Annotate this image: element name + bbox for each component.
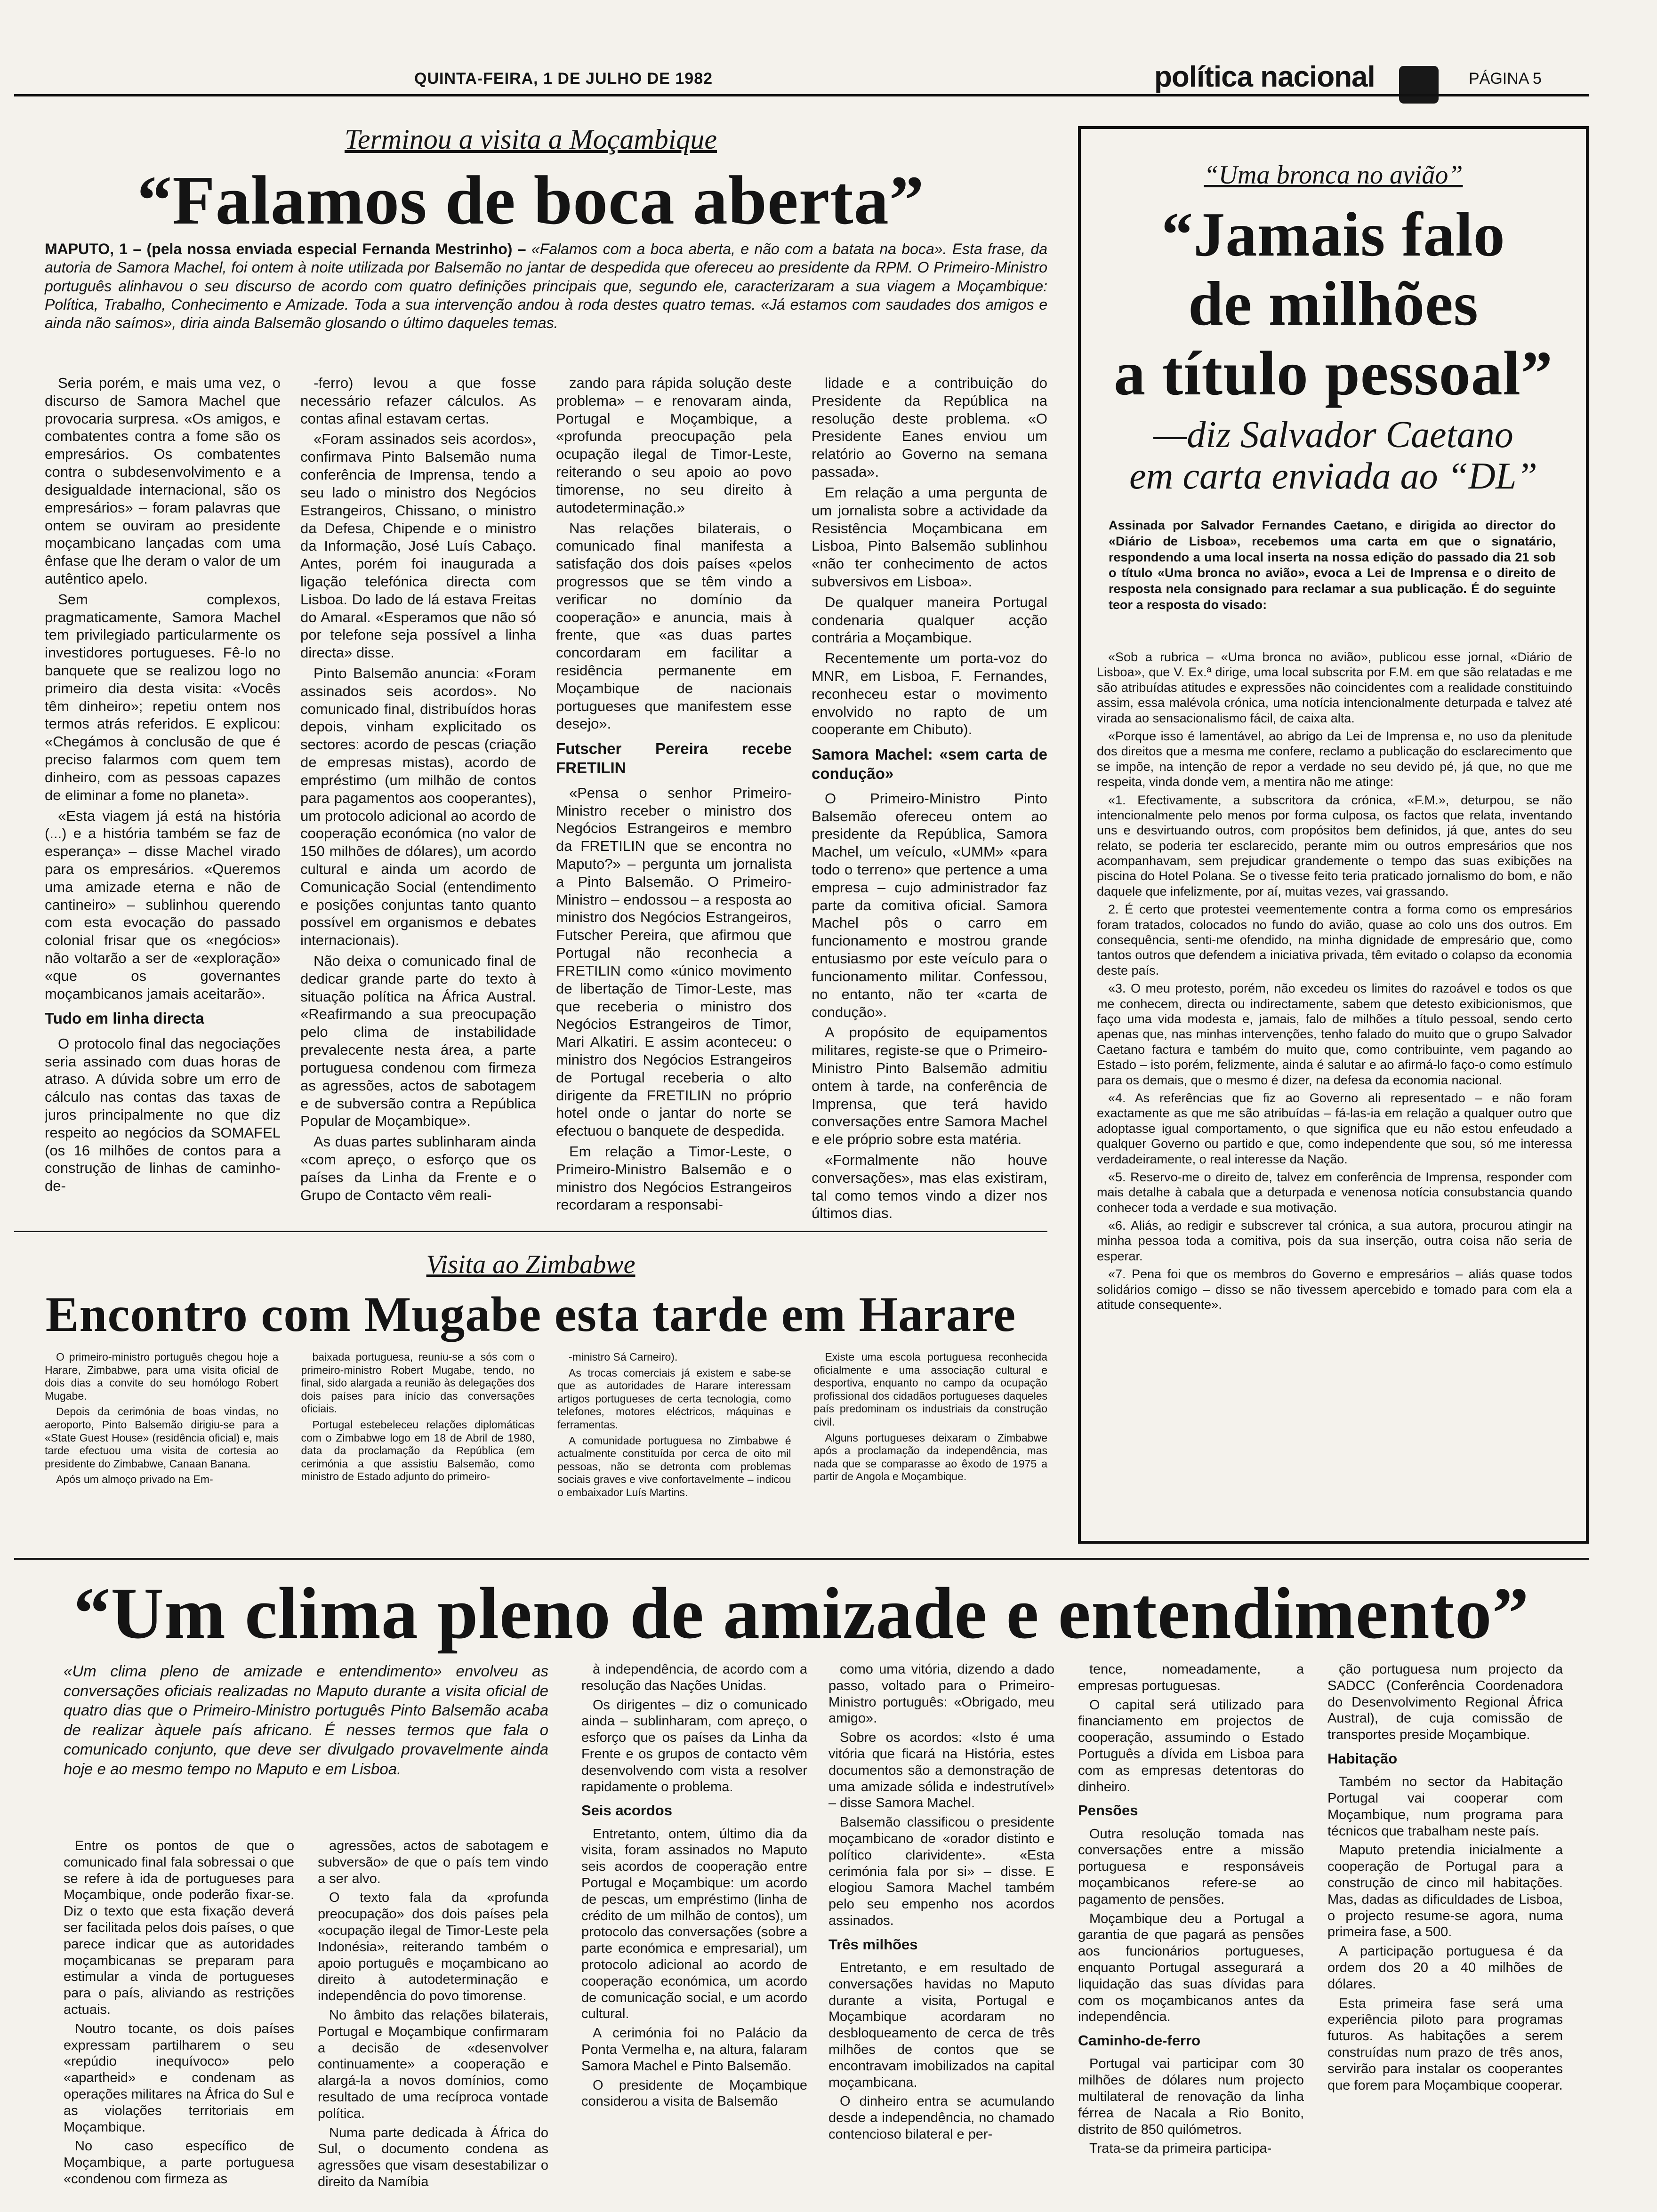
art1-paragraph: Nas relações bilaterais, o comunicado final manifesta a satisfação dos dois países «pelos progressos que se têm vindo a verificar no domínio da cooperação» e anuncia, mais à frente, que «as duas partes concordaram em facilitar a residência permanente em Moçambique de nacionais portugueses que manifestem esse desejo».: [556, 520, 792, 732]
art1-lead-dateline: MAPUTO, 1 – (pela nossa enviada especial Fernanda Mestrinho) –: [45, 240, 526, 257]
art2-paragraph: «1. Efectivamente, a subscritora da crónica, «F.M.», deturpou, se não intencionalmente pelo menos por forma culposa, os factos que relata, inventando uns e desvirtuando outros, com propósitos bem definidos, já que, antes do seu relato, se poderia ter esclarecido, perante mim ou outros empresários que nos acompanhavam, sem prejudicar grandemente o tempo das suas exibições na piscina do Hotel Polana. Se o tivesse feito teria praticado jornalismo do bom, e não daquele que infelizmente, por aí, muitas vezes, vai grassando.: [1097, 793, 1572, 898]
art1-paragraph: O protocolo final das negociações seria assinado com duas horas de atraso. A dúvida sobre um erro de cálculo nas contas das taxas de juros principalmente no que diz respeito ao negócios da SOMAFEL (os 16 milhões de contos para a construção de linhas de caminho-de-: [45, 1035, 281, 1194]
art4-col6: [1327, 1661, 1563, 2200]
art4-paragraph: à independência, de acordo com a resolução das Nações Unidas.: [581, 1662, 807, 1693]
art1-paragraph: «Foram assinados seis acordos», confirmava Pinto Balsemão numa conferência de Imprensa, tendo a seu lado o ministro dos Negócios Estrangeiros, Chissano, o ministro da Defesa, Chipende e o ministro da Informação, José Luís Cabaço. Antes, porém foi inaugurada a ligação telefónica directa com Lisboa. Do lado de lá estava Freitas do Amaral. «Esperamos que não só por telefone seja possível a linha directa» disse.: [300, 431, 536, 661]
art4-subheading: Seis acordos: [581, 1802, 672, 1819]
art2-headline-line: “Jamais falo: [1161, 200, 1505, 269]
art3-paragraph: Após um almoço privado na Em-: [56, 1473, 213, 1486]
art2-paragraph: «3. O meu protesto, porém, não excedeu os limites do razoável e todos os que me conhecem, directa ou indirectamente, sabem que detesto exibicionismos, que faço uma vida modesta e, jamais, falo de milhões a título pessoal, sendo certo apenas que, nas minhas intervenções, tenho falado do muito que o grupo Salvador Caetano factura e também do muito que, como contribuinte, vem pagando ao Estado – isto porém, felizmente, ainda é salutar e ao afirmá-lo faço-o como estímulo para os demais, que o mesmo é dizer, na defesa da economia nacional.: [1097, 981, 1572, 1087]
art2-byline-line: —diz Salvador Caetano: [1153, 414, 1513, 456]
art1-lead: [45, 240, 1047, 333]
art4-paragraph: Entre os pontos de que o comunicado final fala sobressai o que se refere à ida de portugueses para Moçambique, onde poderão fixar-se. Diz o texto que esta fixação deverá ser facilitada pelos dois países, o que parece indicar que as autoridades moçambicanas se preparam para estimular a vinda de portugueses para o país, aliviando as restrições actuais.: [64, 1838, 294, 2017]
art1-paragraph: Não deixa o comunicado final de dedicar grande parte do texto à situação política na África Austral. «Reafirmando a sua preocupação pelo clima de instabilidade prevalecente nesta área, a parte portuguesa condenou com firmeza as agressões, actos de sabotagem e de subversão contra a República Popular de Moçambique».: [300, 953, 536, 1130]
art3-paragraph: Depois da cerimónia de boas vindas, no aeroporto, Pinto Balsemão dirigiu-se para a «State Guest House» (residência oficial) e, mais tarde efectuou uma visita de cortesia ao presidente do Zimbabwe, Canaan Banana.: [45, 1405, 279, 1470]
art4-paragraph: Esta primeira fase será uma experiência piloto para programas futuros. As habitações a serem construídas num prazo de três anos, servirão para instalar os cooperantes que forem para Moçambique cooperar.: [1327, 1996, 1563, 2093]
art4-paragraph: Numa parte dedicada à África do Sul, o documento condena as agressões que visam desestabilizar o direito da Namíbia: [318, 2125, 548, 2189]
art3-kicker: Visita ao Zimbabwe: [426, 1250, 635, 1279]
art4-subheading: Caminho-de-ferro: [1078, 2032, 1201, 2049]
art1-paragraph: Seria porém, e mais uma vez, o discurso de Samora Machel que provocaria surpresa. «Os amigos, e combatentes contra a fome são os empresários. Os combatentes contra o subdesenvolvimento e a desigualdade internacional, são os empresários» – foram palavras que ontem se ouviram ao presidente moçambicano lançadas com uma ênfase que lhe deram o valor de um autêntico apelo.: [45, 375, 281, 587]
art1-paragraph: Recentemente um porta-voz do MNR, em Lisboa, F. Fernandes, reconheceu estar o movimento envolvido no rapto de um cooperante em Chibuto).: [812, 650, 1047, 738]
art4-paragraph: Balsemão classificou o presidente moçambicano de «orador distinto e político clarividente». «Esta cerimónia fala por si» – disse. E elogiou Samora Machel também pelo seu empenho nos acordos assinados.: [828, 1815, 1054, 1928]
section-logo-icon: [1399, 66, 1439, 104]
art4-paragraph: O presidente de Moçambique considerou a visita de Balsemão: [581, 2077, 807, 2109]
art2-paragraph: «4. As referências que fiz ao Governo ali representado – e não foram exactamente as que me são atribuídas – fá-las-ia em relação a qualquer outro que adoptasse igual comportamento, o que significa que eu não estou enfeudado a qualquer Governo ou partido e que, como independente que sou, só me interessa verdadeiramente, o real interesse da Nação.: [1097, 1090, 1572, 1166]
art1-paragraph: Sem complexos, pragmaticamente, Samora Machel tem privilegiado particularmente os investidores portugueses. Fê-lo no banquete que se realizou logo no primeiro dia desta visita: «Vocês têm dinheiro»; repetiu ontem nos termos atrás referidos. E explicou: «Chegámos à conclusão de que é preciso falarmos com quem tem dinheiro, com as pessoas capazes de eliminar a fome no planeta».: [45, 591, 281, 803]
section-title: política nacional: [1154, 61, 1375, 93]
art3-body: [45, 1351, 1047, 1539]
art2-kicker: “Uma bronca no avião”: [1204, 160, 1463, 190]
art4-paragraph: Noutro tocante, os dois países expressam partilharem o seu «repúdio inequívoco» pelo «apartheid» e condenam as operações militares na África do Sul e as violações territoriais em Moçambique.: [64, 2021, 294, 2135]
page-date: QUINTA-FEIRA, 1 DE JULHO DE 1982: [414, 70, 713, 88]
art2-headline: [1083, 200, 1584, 408]
art3-paragraph: As trocas comerciais já existem e sabe-se que as autoridades de Harare interessam artigos portugueses de certa tecnologia, como telefones, motores eléctricos, máquinas e ferramentas.: [557, 1366, 791, 1431]
art2-paragraph: «5. Reservo-me o direito de, talvez em conferência de Imprensa, responder com mais detalhe à cabala que a deturpada e venenosa notícia consubstancia quando conhecer toda a verdade e sua motivação.: [1097, 1170, 1572, 1215]
art4-subheading: Pensões: [1078, 1802, 1138, 1819]
header-rule: [14, 94, 1589, 96]
art4-headline: “Um clima pleno de amizade e entendimento”: [73, 1572, 1529, 1654]
art4-paragraph: Portugal vai participar com 30 milhões de dólares num projecto multilateral de renovação da linha férrea de Nacala a Rio Bonito, distrito de 850 quilómetros.: [1078, 2056, 1304, 2137]
art4-paragraph: Entretanto, e em resultado de conversações havidas no Maputo durante a visita, Portugal e Moçambique acordaram no desbloqueamento de cerca de três milhões de contos que se encontravam imobilizados na capital moçambicana.: [828, 1960, 1054, 2090]
art3-paragraph: baixada portuguesa, reuniu-se a sós com o primeiro-ministro Robert Mugabe, tendo, no final, sido alargada a reunião às delegações dos dois países para início das conversações oficiais.: [301, 1351, 535, 1415]
art2-paragraph: 2. É certo que protestei veementemente contra a forma como os empresários foram tratados, colocados no fundo do avião, quase ao colo uns dos outros. Em consequência, senti-me ofendido, na minha dignidade de empresário que, como tantos outros que defendem a iniciativa privada, têm evitado o colapso da economia deste país.: [1097, 902, 1572, 978]
art1-headline: “Falamos de boca aberta”: [137, 162, 925, 239]
art3-paragraph: A comunidade portuguesa no Zimbabwe é actualmente constituída por cerca de oito mil pessoas, não se detronta com problemas sociais graves e vive confortavelmente – indicou o embaixador Luís Martins.: [557, 1434, 791, 1499]
art4-paragraph: No âmbito das relações bilaterais, Portugal e Moçambique confirmaram a decisão de «desenvolver continuamente» a cooperação e alargá-la a novos domínios, como resultado de uma recíproca vontade política.: [318, 2007, 548, 2121]
art4-paragraph: Trata-se da primeira participa-: [1089, 2141, 1272, 2156]
art2-intro: Assinada por Salvador Fernandes Caetano, e dirigida ao director do «Diário de Lisboa», recebemos uma carta em que o signatário, respondendo a uma local inserta na nossa edição do passado dia 21 sob o título «Uma bronca no avião», evoca a Lei de Imprensa e o direito de resposta nela consignado para reclamar a sua publicação. É do seguinte teor a resposta do visado:: [1109, 518, 1556, 612]
art4-paragraph: O capital será utilizado para financiamento em projectos de cooperação, assumindo o Estado Português a dívida em Lisboa para com as empresas detentoras do dinheiro.: [1078, 1697, 1304, 1795]
art2-headline-line: a título pessoal”: [1114, 338, 1553, 408]
art4-paragraph: Entretanto, ontem, último dia da visita, foram assinados no Maputo seis acordos de cooperação entre Portugal e Moçambique: um acordo de pescas, um empréstimo (linha de crédito de um milhão de contos), um protocolo das conversações (sobre a parte económica e empresarial), um protocolo adicional ao acordo de cooperação económica, um acordo de comunicação social, e um acordo cultural.: [581, 1826, 807, 2022]
art2-paragraph: «Porque isso é lamentável, ao abrigo da Lei de Imprensa e, no uso da plenitude dos direitos que a mesma me confere, reclamo a publicação do esclarecimento que se impõe, na intenção de repor a verdade no seu devido pé, já que, no que me respeita, vinda donde vem, a mentira não me atinge:: [1097, 729, 1572, 789]
art4-subheading: Habitação: [1327, 1750, 1398, 1767]
art1-paragraph: Em relação a uma pergunta de um jornalista sobre a actividade da Resistência Moçambicana em Lisboa, Pinto Balsemão sublinhou «não ter conhecimento de actos subversivos em Lisboa».: [812, 484, 1047, 590]
art3-paragraph: O primeiro-ministro português chegou hoje a Harare, Zimbabwe, para uma visita oficial de dois dias a convite do seu homólogo Robert Mugabe.: [45, 1351, 279, 1402]
art4-col4: [828, 1661, 1054, 2200]
art4-col5: [1078, 1661, 1304, 2200]
page-number: PÁGINA 5: [1469, 70, 1542, 88]
art3-paragraph: Portugal estebeleceu relações diplomáticas com o Zimbabwe logo em 18 de Abril de 1980, data da proclamação da República (em cerimónia a que assistiu Balsemão, como ministro de Estado adjunto do primeiro-: [301, 1418, 535, 1483]
art4-paragraph: Os dirigentes – diz o comunicado ainda – sublinharam, com apreço, o esforço que os países da Linha da Frente e os grupos de contacto vêm desenvolvendo com vista a resolver rapidamente o problema.: [581, 1697, 807, 1795]
art1-body: [45, 374, 1047, 1221]
art1-paragraph: O Primeiro-Ministro Pinto Balsemão ofereceu ontem ao presidente da República, Samora Machel, um veículo, «UMM» «para todo o terreno» que pertence a uma empresa – cujo administrador faz parte da comitiva oficial. Samora Machel pôs o carro em funcionamento e mostrou grande entusiasmo por este veículo para o funcionamento militar. Confessou, no entanto, não ter «carta de condução».: [812, 790, 1047, 1020]
art3-bottom-rule: [14, 1558, 1589, 1560]
art1-paragraph: Pinto Balsemão anuncia: «Foram assinados seis acordos». No comunicado final, distribuídos horas depois, vinham explicitado os sectores: acordo de pescas (criação de empresas mistas), acordo de empréstimo (um milhão de contos para pagamentos aos cooperantes), um protocolo adicional ao acordo de cooperação económica (no valor de 150 milhões de dólares), um acordo cultural e ainda um acordo de Comunicação Social (entendimento e posições conjuntas tanto quanto possível em organismos e debates internacionais).: [300, 665, 536, 949]
art1-paragraph: zando para rápida solução deste problema» – e renovaram ainda, Portugal e Moçambique, a «profunda preocupação pela ocupação ilegal de Timor-Leste, reiterando o seu apoio ao povo timorense, no seu direito à autodeterminação.»: [556, 375, 792, 516]
art4-paragraph: Maputo pretendia inicialmente a cooperação de Portugal para a construção de cinco mil habitações. Mas, dadas as dificuldades de Lisboa, o projecto resume-se agora, numa primeira fase, a 500.: [1327, 1843, 1563, 1940]
art1-paragraph: Em relação a Timor-Leste, o Primeiro-Ministro Balsemão e o ministro dos Negócios Estrangeiros recordaram a responsabi-: [556, 1143, 792, 1213]
art1-subheading: Tudo em linha directa: [45, 1010, 204, 1027]
art1-subheading: Samora Machel: «sem carta de condução»: [812, 745, 1047, 782]
art1-paragraph: «Pensa o senhor Primeiro-Ministro receber o ministro dos Negócios Estrangeiros e membro da FRETILIN que se encontra no Maputo?» – pergunta um jornalista a Pinto Balsemão. O Primeiro-Ministro – endossou – a resposta ao ministro dos Negócios Estrangeiros, Futscher Pereira, que afirmou que Portugal não reconhecia a FRETILIN como «único movimento de libertação de Timor-Leste, mas que receberia o ministro dos Negócios Estrangeiros de Timor, Mari Alkatiri. E assim aconteceu: o ministro dos Negócios Estrangeiros de Portugal receberia o alto dirigente da FRETILIN no próprio hotel onde o jantar do norte se efectuou o banquete de despedida.: [556, 784, 792, 1139]
art4-paragraph: O dinheiro entra se acumulando desde a independência, no chamado contencioso bilateral e per-: [828, 2094, 1054, 2142]
art3-paragraph: Existe uma escola portuguesa reconhecida oficialmente e uma associação cultural e desportiva, enquanto no campo da ocupação profissional dos cidadãos portugueses daqueles país predominam os industriais da construção civil.: [813, 1351, 1047, 1428]
art1-paragraph: As duas partes sublinharam ainda «com apreço, o esforço que os países da Linha da Frente e o Grupo de Contacto vêm reali-: [300, 1133, 536, 1203]
art4-paragraph: A cerimónia foi no Palácio da Ponta Vermelha e, na altura, falaram Samora Machel e Pinto Balsemão.: [581, 2026, 807, 2074]
art4-paragraph: O texto fala da «profunda preocupação» dos dois países pela «ocupação ilegal de Timor-Leste pela Indonésia», reiterando também o apoio português e moçambicano ao direito à autodeterminação e independência do povo timorense.: [318, 1890, 548, 2004]
art3-paragraph: Alguns portugueses deixaram o Zimbabwe após a proclamação da independência, mas nada que se comparasse ao êxodo de 1975 a partir de Angola e Moçambique.: [813, 1431, 1047, 1483]
art1-paragraph: -ferro) levou a que fosse necessário refazer cálculos. As contas afinal estavam certas.: [300, 375, 536, 427]
art2-byline-line: em carta enviada ao “DL”: [1129, 456, 1537, 497]
art2-paragraph: «Sob a rubrica – «Uma bronca no avião», publicou esse jornal, «Diário de Lisboa», que V. Ex.ª dirige, uma local subscrita por F.M. em que são relatadas e me são atribuídas atitudes e expressões não coincidentes com a realidade constituindo assim, essa malévola crónica, uma notícia intencionalmente deturpada e talvez até virada ao sensacionalismo fácil, de caixa alta.: [1097, 650, 1572, 725]
art4-paragraph: tence, nomeadamente, a empresas portuguesas.: [1078, 1662, 1304, 1693]
art2-paragraph: «6. Aliás, ao redigir e subscrever tal crónica, a sua autora, procurou atingir na minha pessoa toda a comitiva, pois da sua inserção, outra coisa não seria de esperar.: [1097, 1218, 1572, 1263]
art1-bottom-rule: [14, 1231, 1047, 1232]
art4-col3: [581, 1661, 807, 2200]
art4-paragraph: Outra resolução tomada nas conversações entre a missão portuguesa e responsáveis moçambicanos refere-se ao pagamento de pensões.: [1078, 1826, 1304, 1907]
art4-paragraph: Também no sector da Habitação Portugal vai cooperar com Moçambique, num programa para técnicos que trabalham neste país.: [1327, 1774, 1563, 1839]
art4-paragraph: como uma vitória, dizendo a dado passo, voltado para o Primeiro-Ministro português: «Obrigado, meu amigo».: [828, 1662, 1054, 1726]
art4-col2: [318, 1838, 548, 2200]
art2-body: [1097, 649, 1572, 1534]
art3-headline: Encontro com Mugabe esta tarde em Harare: [45, 1287, 1016, 1342]
art4-paragraph: A participação portuguesa é da ordem dos 20 a 40 milhões de dólares.: [1327, 1944, 1563, 1992]
art1-paragraph: lidade e a contribuição do Presidente da República na resolução deste problema. «O Presidente Eanes enviou um relatório ao Governo na semana passada».: [812, 375, 1047, 481]
art4-col1: [64, 1838, 294, 2200]
art2-paragraph: «7. Pena foi que os membros do Governo e empresários – aliás quase todos solidários comigo – disso se não tivessem apercebido e tomado para com ela a atitude consequente».: [1097, 1267, 1572, 1312]
art4-paragraph: Moçambique deu a Portugal a garantia de que pagará as pensões aos funcionários portugueses, enquanto Portugal assegurará a liquidação das suas dívidas para com os moçambicanos antes da independência.: [1078, 1911, 1304, 2025]
art4-paragraph: No caso específico de Moçambique, a parte portuguesa «condenou com firmeza as: [64, 2139, 294, 2187]
art1-lead-text: «Falamos com a boca aberta, e não com a batata na boca». Esta frase, da autoria de Samora Machel, foi ontem à noite utilizada por Balsemão no jantar de despedida que ofereceu ao presidente da RPM. O Primeiro-Ministro português alinhavou o seu discurso de acordo com quatro definições principais que, segundo ele, caracterizaram a sua viagem a Moçambique: Política, Trabalho, Conhecimento e Amizade. Toda a sua intervenção andou à roda destes quatro temas. «Já estamos com saudades dos amigos e ainda não saímos», diria ainda Balsemão glosando o último daqueles temas.: [45, 240, 1048, 332]
art4-paragraph: agressões, actos de sabotagem e subversão» de que o país tem vindo a ser alvo.: [318, 1838, 548, 1886]
art1-subheading: Futscher Pereira recebe FRETILIN: [556, 740, 792, 777]
art4-paragraph: Sobre os acordos: «Isto é uma vitória que ficará na História, estes documentos são a demonstração de uma amizade sólida e indestrutível» – disse Samora Machel.: [828, 1730, 1054, 1811]
art4-lead: «Um clima pleno de amizade e entendimento» envolveu as conversações oficiais realizadas no Maputo durante a visita oficial de quatro dias que o Primeiro-Ministro português Pinto Balsemão acaba de realizar àquele país africano. É nesses termos que fala o comunicado conjunto, que deve ser divulgado provavelmente ainda hoje e ao mesmo tempo no Maputo e em Lisboa.: [64, 1662, 548, 1778]
art1-paragraph: «Esta viagem já está na história (...) e a história também se faz de esperança» – disse Machel virado para os empresários. «Queremos uma amizade eterna e não de cantineiro» – sublinhou querendo com esta evocação do passado colonial frisar que os «negócios» não voltarão a ser de «exploração» «que os governantes moçambicanos jamais aceitarão».: [45, 807, 281, 1002]
art1-kicker: Terminou a visita a Moçambique: [344, 124, 717, 155]
art1-paragraph: «Formalmente não houve conversações», mas elas existiram, tal como temos vindo a dizer nos últimos dias.: [812, 1152, 1047, 1221]
art4-paragraph: ção portuguesa num projecto da SADCC (Conferência Coordenadora do Desenvolvimento Regional África Austral), de cuja comissão de transportes preside Moçambique.: [1327, 1662, 1563, 1743]
art2-headline-line: de milhões: [1188, 269, 1479, 339]
art3-paragraph: -ministro Sá Carneiro).: [569, 1351, 678, 1363]
art1-paragraph: A propósito de equipamentos militares, registe-se que o Primeiro-Ministro Pinto Balsemão admitiu ontem à tarde, na conferência de Imprensa, que terá havido conversações entre Samora Machel e ele próprio sobre esta matéria.: [812, 1024, 1047, 1148]
art4-subheading: Três milhões: [828, 1936, 918, 1953]
art2-byline: [1083, 414, 1584, 497]
art1-paragraph: De qualquer maneira Portugal condenaria qualquer acção contrária a Moçambique.: [812, 593, 1047, 646]
